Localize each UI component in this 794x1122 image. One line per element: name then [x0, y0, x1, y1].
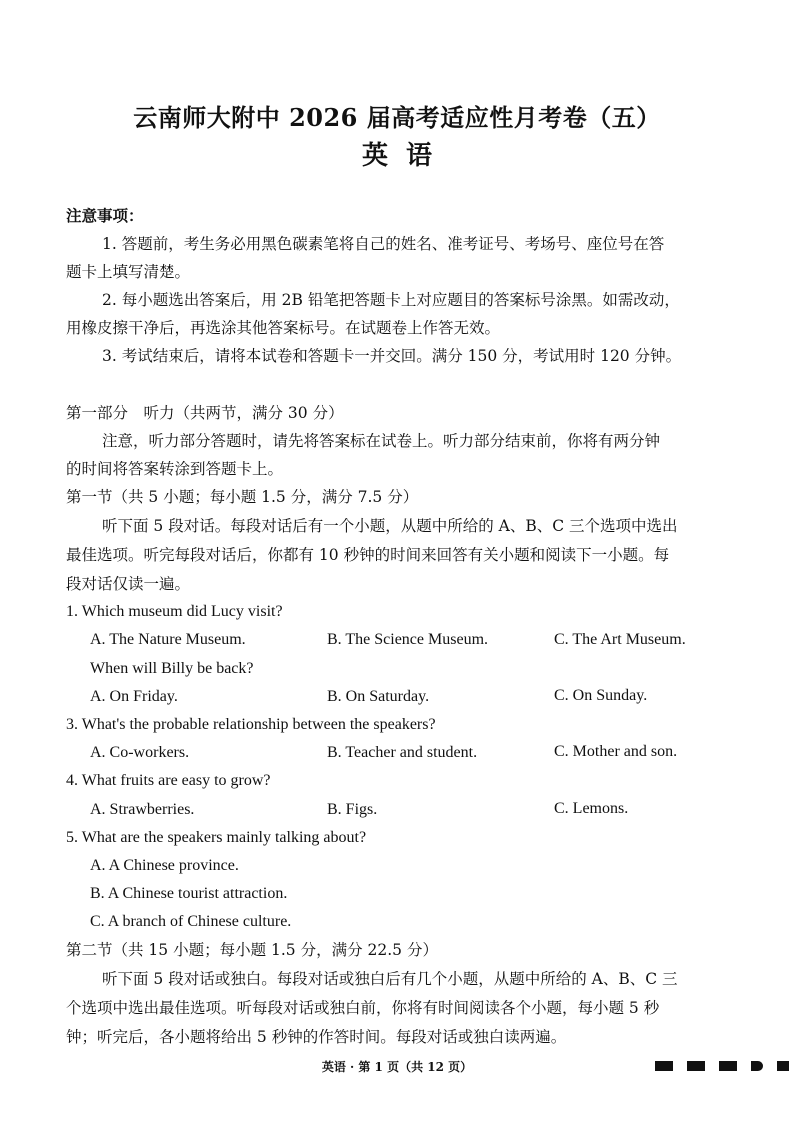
scan-mark — [751, 1061, 763, 1071]
exam-title: 云南师大附中 2026 届高考适应性月考卷（五） — [133, 103, 661, 132]
question-1-option-c: C. The Art Museum. — [554, 631, 686, 648]
scan-mark — [687, 1061, 705, 1071]
notice-item-1-line-2: 题卡上填写清楚。 — [66, 263, 191, 281]
subject-title: 英语 — [361, 141, 450, 171]
question-5-option-b: B. A Chinese tourist attraction. — [90, 885, 288, 902]
part1-note-line-1: 注意，听力部分答题时，请先将答案标在试卷上。听力部分结束前，你将有两分钟 — [102, 432, 661, 450]
question-3-stem: 3. What's the probable relationship between the speakers? — [66, 716, 436, 733]
section1-instructions-line-2: 最佳选项。听完每段对话后，你都有 10 秒钟的时间来回答有关小题和阅读下一小题。每 — [66, 546, 670, 564]
question-1-option-a: A. The Nature Museum. — [90, 631, 246, 648]
question-3-option-b: B. Teacher and student. — [327, 744, 478, 761]
scan-mark — [719, 1061, 737, 1071]
question-5-stem: 5. What are the speakers mainly talking about? — [66, 829, 367, 846]
section2-heading: 第二节（共 15 小题；每小题 1.5 分，满分 22.5 分） — [66, 941, 438, 959]
question-3-option-c: C. Mother and son. — [554, 743, 678, 760]
question-4-option-c: C. Lemons. — [554, 800, 629, 817]
notice-heading: 注意事项： — [66, 206, 144, 225]
section1-heading: 第一节（共 5 小题；每小题 1.5 分，满分 7.5 分） — [66, 488, 419, 506]
question-2-option-c: C. On Sunday. — [554, 687, 648, 704]
question-5-option-c: C. A branch of Chinese culture. — [90, 913, 292, 930]
question-4-stem: 4. What fruits are easy to grow? — [66, 772, 271, 789]
notice-item-2-line-1: 2. 每小题选出答案后，用 2B 铅笔把答题卡上对应题目的答案标号涂黑。如需改动， — [102, 291, 680, 309]
notice-item-2-line-2: 用橡皮擦干净后，再选涂其他答案标号。在试题卷上作答无效。 — [66, 319, 501, 337]
question-5-option-a: A. A Chinese province. — [90, 857, 239, 874]
question-2-stem: When will Billy be back? — [90, 660, 254, 677]
part1-heading: 第一部分 听力（共两节，满分 30 分） — [66, 404, 344, 422]
question-4-option-a: A. Strawberries. — [90, 801, 195, 818]
question-3-option-a: A. Co-workers. — [90, 744, 190, 761]
section2-instructions-line-2: 个选项中选出最佳选项。听每段对话或独白前，你将有时间阅读各个小题，每小题 5 秒 — [66, 999, 660, 1017]
question-1-stem: 1. Which museum did Lucy visit? — [66, 603, 283, 620]
section1-instructions-line-3: 段对话仅读一遍。 — [66, 575, 191, 593]
question-1-option-b: B. The Science Museum. — [327, 631, 489, 648]
question-2-option-a: A. On Friday. — [90, 688, 178, 705]
scan-mark — [777, 1061, 789, 1071]
section1-instructions-line-1: 听下面 5 段对话。每段对话后有一个小题，从题中所给的 A、B、C 三个选项中选出 — [102, 517, 678, 535]
page-footer: 英语 · 第 1 页（共 12 页） — [321, 1060, 473, 1074]
scan-mark — [655, 1061, 673, 1071]
question-4-option-b: B. Figs. — [327, 801, 378, 818]
section2-instructions-line-3: 钟；听完后，各小题将给出 5 秒钟的作答时间。每段对话或独白读两遍。 — [66, 1028, 567, 1046]
section2-instructions-line-1: 听下面 5 段对话或独白。每段对话或独白后有几个小题，从题中所给的 A、B、C 三 — [102, 970, 678, 988]
question-2-option-b: B. On Saturday. — [327, 688, 430, 705]
notice-item-1-line-1: 1. 答题前，考生务必用黑色碳素笔将自己的姓名、准考证号、考场号、座位号在答 — [102, 235, 665, 253]
part1-note-line-2: 的时间将答案转涂到答题卡上。 — [66, 460, 284, 478]
notice-item-3: 3. 考试结束后，请将本试卷和答题卡一并交回。满分 150 分，考试用时 120 分钟。 — [102, 347, 682, 365]
